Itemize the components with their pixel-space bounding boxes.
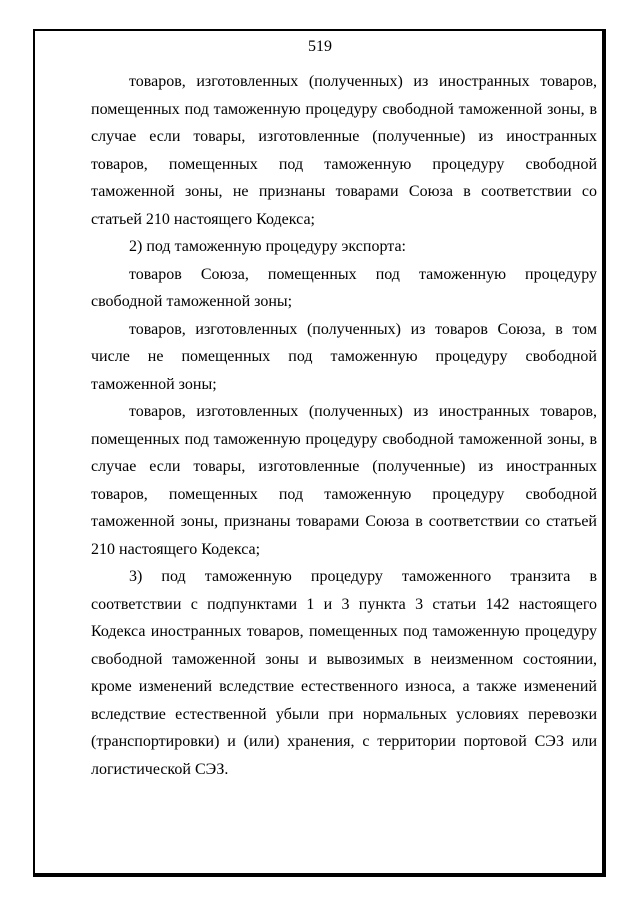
paragraph-3: товаров Союза, помещенных под таможенную процедуру свободной таможенной зоны;: [91, 265, 597, 310]
paragraph-2: 2) под таможенную процедуру экспорта:: [129, 238, 406, 255]
paragraph-1: товаров, изготовленных (полученных) из иностранных товаров, помещенных под таможенную процедуру свободной таможенной зоны, в случае если товары, изготовленные (полученные) из иностранных товаров, помещенных под таможенную процедуру свободной таможенной зоны, не признаны товарами Союза в соответствии со статьей 210 настоящего Кодекса;: [91, 73, 597, 228]
paragraph-4: товаров, изготовленных (полученных) из товаров Союза, в том числе не помещенных под таможенную процедуру свободной таможенной зоны;: [91, 320, 597, 393]
document-body: [91, 68, 597, 783]
paragraph-5: товаров, изготовленных (полученных) из иностранных товаров, помещенных под таможенную процедуру свободной таможенной зоны, в случае если товары, изготовленные (полученные) из иностранных товаров, помещенных под таможенную процедуру свободной таможенной зоны, признаны товарами Союза в соответствии со статьей 210 настоящего Кодекса;: [91, 403, 597, 558]
paragraph-6: 3) под таможенную процедуру таможенного транзита в соответствии с подпунктами 1 и 3 пункта 3 статьи 142 настоящего Кодекса иностранных товаров, помещенных под таможенную процедуру свободной таможенной зоны и вывозимых в неизменном состоянии, кроме изменений вследствие естественного износа, а также изменений вследствие естественной убыли при нормальных условиях перевозки (транспортировки) и (или) хранения, с территории портовой СЭЗ или логистической СЭЗ.: [91, 568, 597, 778]
page-number: 519: [308, 38, 332, 55]
